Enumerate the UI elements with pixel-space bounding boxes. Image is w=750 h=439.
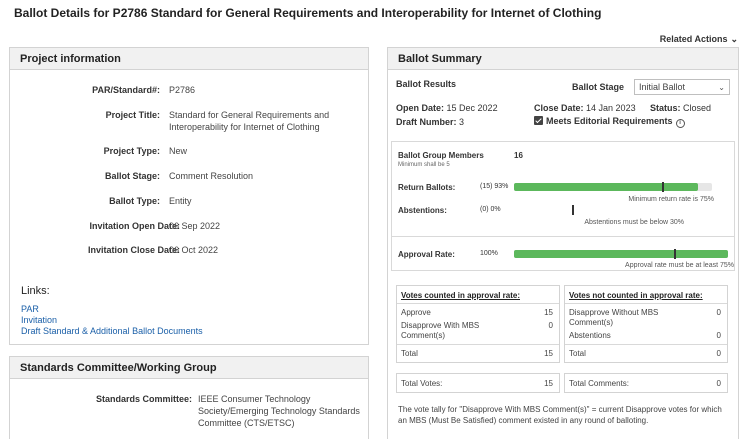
total-comments-label: Total Comments: (569, 379, 630, 388)
disapprove-mbs-value: 0 (548, 321, 553, 330)
standards-committee-heading: Standards Committee/Working Group (10, 357, 368, 379)
checkbox-checked-icon (534, 116, 543, 125)
ballot-stage-selected: Initial Ballot (639, 82, 686, 92)
field-value: Entity (169, 196, 192, 206)
members-label: Ballot Group Members (398, 151, 484, 160)
not-counted-total-value: 0 (716, 349, 721, 358)
approval-rate-bar (514, 250, 728, 258)
vote-tally-footnote: The vote tally for "Disapprove With MBS Comment(s)" = current Disapprove votes for which an MBS (Must Be Satisfied) comment existed in any round of balloting. (398, 405, 722, 425)
field-value-line-2: Interoperability for Internet of Clothing (169, 122, 320, 132)
open-date-label: Open Date: (396, 103, 445, 113)
abstentions-label: Abstentions: (398, 206, 447, 215)
disapprove-no-mbs-value: 0 (716, 308, 721, 317)
related-actions-menu[interactable] (660, 34, 738, 45)
draft-number-label: Draft Number: (396, 117, 457, 127)
disapprove-no-mbs-label: Disapprove Without MBS Comment(s) (569, 308, 659, 327)
return-ballots-note: Minimum return rate is 75% (628, 196, 714, 203)
ballot-stage-select[interactable] (634, 79, 730, 95)
ballot-summary-heading: Ballot Summary (388, 48, 738, 70)
open-date (396, 103, 498, 113)
field-label: Ballot Stage: (104, 171, 160, 181)
not-counted-abstentions-value: 0 (716, 331, 721, 340)
total-votes-label: Total Votes: (401, 379, 443, 388)
members-value: 16 (514, 151, 523, 160)
field-label: Ballot Type: (109, 196, 160, 206)
ballot-stage-label: Ballot Stage (572, 82, 625, 92)
field-value-line-3: Committee (CTS/ETSC) (198, 418, 295, 428)
total-votes-value: 15 (544, 379, 553, 388)
approval-threshold-marker (674, 249, 676, 259)
editorial-requirements (534, 116, 685, 128)
disapprove-mbs-label: Disapprove With MBS Comment(s) (401, 321, 480, 340)
field-label: Invitation Open Date: (89, 221, 180, 231)
field-label: Project Title: (105, 110, 160, 120)
members-subtext: Minimum shall be 5 (398, 162, 450, 168)
chevron-down-icon: ⌄ (730, 34, 738, 44)
counted-total-label: Total (401, 349, 418, 358)
abstentions-note: Abstentions must be below 30% (584, 219, 684, 226)
field-value-line-2: Society/Emerging Technology Standards (198, 406, 360, 416)
link-draft-standard[interactable]: Draft Standard & Additional Ballot Documents (21, 326, 203, 336)
not-counted-abstentions-label: Abstentions (569, 331, 611, 340)
field-label: Project Type: (103, 146, 160, 156)
total-comments-value: 0 (716, 379, 721, 388)
standards-committee-panel (9, 356, 369, 439)
field-value: New (169, 146, 188, 156)
counted-total-value: 15 (544, 349, 553, 358)
close-date-value: 14 Jan 2023 (586, 103, 636, 113)
votes-not-counted-heading: Votes not counted in approval rate: (569, 291, 703, 300)
draft-number (396, 117, 464, 127)
return-ballots-bar (514, 183, 712, 191)
approval-rate-note: Approval rate must be at least 75% (625, 262, 734, 269)
link-par[interactable]: PAR (21, 304, 39, 314)
field-label: Standards Committee: (95, 394, 192, 404)
return-ballots-value: (15) 93% (480, 183, 509, 190)
field-value: 06 Oct 2022 (169, 245, 219, 255)
not-counted-total-label: Total (569, 349, 586, 358)
abstentions-value: (0) 0% (480, 206, 501, 213)
approval-rate-label: Approval Rate: (398, 250, 455, 259)
total-comments-box (564, 373, 728, 393)
open-date-value: 15 Dec 2022 (446, 103, 498, 113)
ballot-summary-panel (387, 47, 739, 439)
field-value-line-1: Standard for General Requirements and (169, 110, 330, 120)
return-threshold-marker (662, 182, 664, 192)
votes-counted-heading: Votes counted in approval rate: (401, 291, 520, 300)
related-actions-label: Related Actions (659, 34, 728, 44)
close-date (534, 103, 636, 113)
approval-rate-fill (514, 250, 728, 258)
approve-value: 15 (544, 308, 553, 317)
status (650, 103, 711, 113)
page-title: Ballot Details for P2786 Standard for General Requirements and Interoperability for Internet of Clothing (14, 6, 602, 20)
status-value: Closed (683, 103, 712, 113)
approval-rate-value: 100% (480, 250, 498, 257)
ballot-results-label: Ballot Results (396, 79, 457, 89)
links-heading: Links: (21, 285, 50, 297)
chevron-down-icon: ⌄ (718, 83, 725, 92)
draft-number-value: 3 (459, 117, 465, 127)
field-value-line-1: IEEE Consumer Technology (198, 394, 311, 404)
field-label: PAR/Standard#: (92, 85, 160, 95)
field-value: Comment Resolution (169, 171, 254, 181)
total-votes-box (396, 373, 560, 393)
abstentions-bar (514, 206, 712, 214)
return-ballots-fill (514, 183, 698, 191)
return-ballots-label: Return Ballots: (398, 183, 456, 192)
abstentions-threshold-marker (572, 205, 574, 215)
field-value: 06 Sep 2022 (169, 221, 221, 231)
link-invitation[interactable]: Invitation (21, 315, 58, 325)
info-icon[interactable]: i (676, 119, 685, 128)
project-information-heading: Project information (10, 48, 368, 70)
editorial-requirements-label: Meets Editorial Requirements (546, 116, 673, 126)
votes-counted-box (396, 285, 560, 363)
status-label: Status: (650, 103, 681, 113)
approve-label: Approve (401, 308, 431, 317)
ballot-stats-box (391, 141, 735, 271)
close-date-label: Close Date: (534, 103, 584, 113)
votes-not-counted-box (564, 285, 728, 363)
field-value: P2786 (169, 85, 196, 95)
field-label: Invitation Close Date: (87, 245, 180, 255)
project-information-panel (9, 47, 369, 345)
